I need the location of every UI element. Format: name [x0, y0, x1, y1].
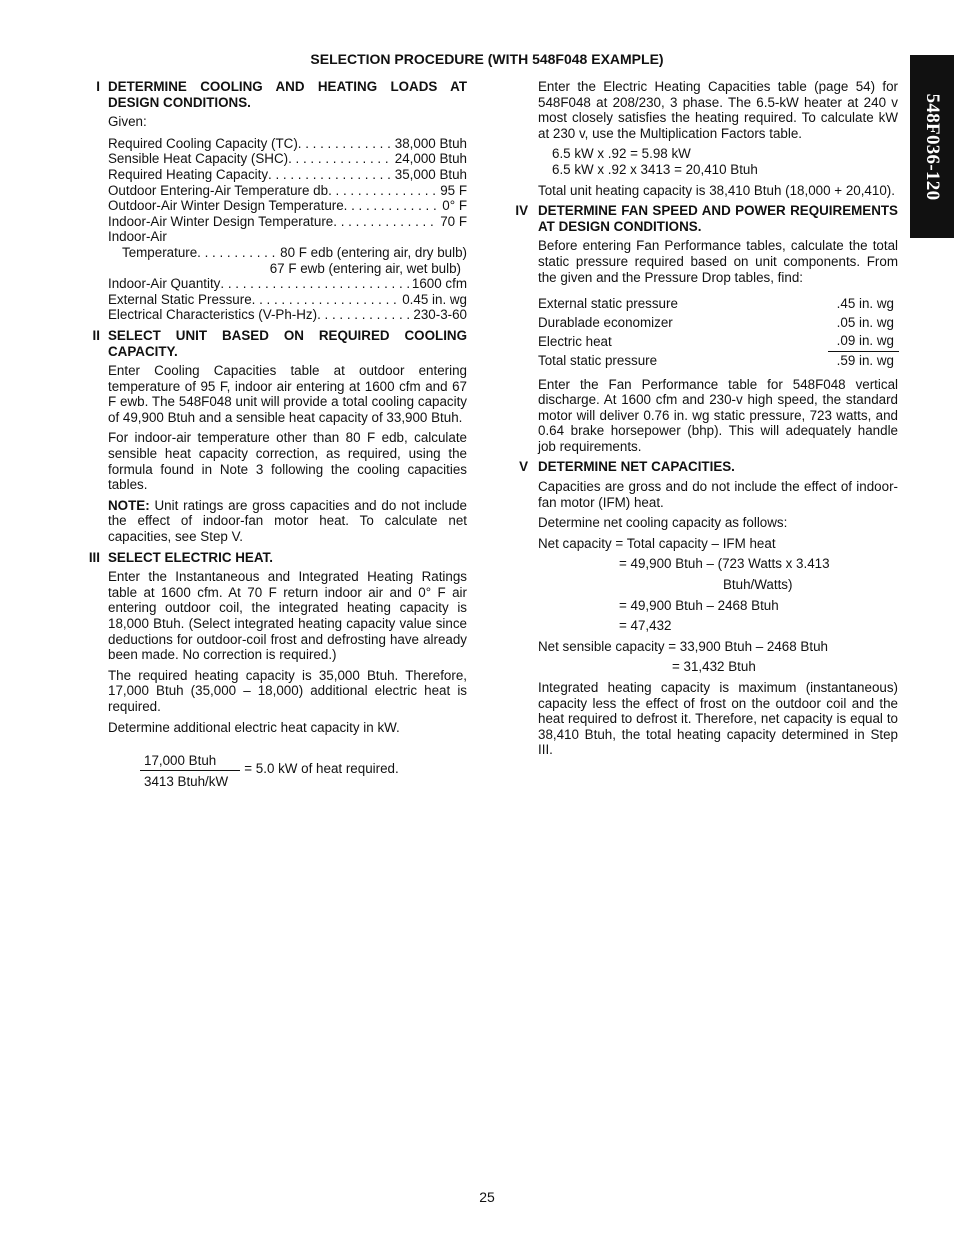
given-row: Indoor-Air Winter Design Temperature . . . 70 F [108, 214, 467, 230]
given-row: Required Cooling Capacity (TC) . . . 38,000 Btuh [108, 136, 467, 152]
given-row: Sensible Heat Capacity (SHC) . . . 24,000 Btuh [108, 151, 467, 167]
calc-line: = 49,900 Btuh – 2468 Btuh [619, 597, 779, 613]
section-number: IV [515, 203, 528, 219]
side-tab-label: 548F036-120 [921, 93, 943, 200]
page-number: 25 [479, 1189, 495, 1205]
section-number: I [96, 79, 100, 94]
equation-line: 6.5 kW x .92 = 5.98 kW [552, 146, 691, 162]
paragraph: Enter the Instantaneous and Integrated Heating Ratings table at 1600 cfm. At 70 F return indoor air and 0° F air entering outdoor coil, the integrated heating capacity is 18,000 Btuh. (Select integrated heating capacity value since deductions for outdoor-coil frost and defrosting have already been made. No correction is required.) [108, 569, 467, 663]
calc-line: Net sensible capacity = 33,900 Btuh – 2468 Btuh [538, 638, 828, 654]
paragraph: For indoor-air temperature other than 80 F edb, calculate sensible heat capacity correction, as required, using the formula found in Note 3 following the cooling capacities tables. [108, 430, 467, 493]
note-label: NOTE: [108, 497, 150, 513]
given-row: External Static Pressure . . . 0.45 in. wg [108, 292, 467, 308]
section-4 [514, 203, 898, 454]
calc-line: Btuh/Watts) [723, 577, 793, 593]
given-label: Given: [108, 114, 147, 130]
section-5 [514, 459, 898, 758]
right-column [514, 79, 898, 763]
paragraph: Enter Cooling Capacities table at outdoor entering temperature of 95 F, indoor air entering at 1600 cfm and 67 F ewb. The 548F048 unit will provide a total cooling capacity of 49,900 Btuh and a sensible heat capacity of 33,900 Btuh. [108, 363, 467, 425]
paragraph: Total unit heating capacity is 38,410 Btuh (18,000 + 20,410). [538, 182, 895, 198]
given-row: Indoor-Air Quantity . . . 1600 cfm [108, 276, 467, 292]
section-3 [80, 550, 467, 790]
static-pressure-table [538, 295, 899, 370]
given-row: Electrical Characteristics (V-Ph-Hz) . . . 230-3-60 [108, 307, 467, 323]
fraction-result: = 5.0 kW of heat required. [244, 761, 399, 777]
given-list [108, 136, 467, 323]
fraction-denominator: 3413 Btuh/kW [144, 773, 229, 789]
calc-line: = 31,432 Btuh [672, 659, 756, 675]
note-paragraph [108, 498, 467, 545]
paragraph: Integrated heating capacity is maximum (instantaneous) capacity less the effect of frost on the outdoor coil and the heat required to defrost it. Therefore, net capacity is equal to 38,410 Btuh, the total heating capacity determined in Step III. [538, 680, 898, 758]
paragraph: Capacities are gross and do not include the effect of indoor-fan motor (IFM) heat. [538, 479, 898, 510]
paragraph: Enter the Electric Heating Capacities table (page 54) for 548F048 at 208/230, 3 phase. The 6.5-kW heater at 240 v most closely satisfies the heating required. To calculate kW at 230 v, use the Multiplication Factors table. [538, 79, 898, 141]
section-number: II [92, 327, 100, 343]
calc-line: Net capacity = Total capacity – IFM heat [538, 535, 776, 551]
table-row-total: Total static pressure .59 in. wg [538, 352, 894, 368]
table-row: External static pressure .45 in. wg [538, 296, 894, 312]
given-row: Required Heating Capacity . . . 35,000 Btuh [108, 167, 467, 183]
temperature-wet-bulb: 67 F ewb (entering air, wet bulb) [269, 260, 461, 276]
given-row: Outdoor-Air Winter Design Temperature . . . 0° F [108, 198, 467, 214]
section-number: III [88, 549, 100, 565]
fraction-numerator: 17,000 Btuh [140, 753, 240, 771]
given-row: Outdoor Entering-Air Temperature db . . . 95 F [108, 183, 467, 199]
section-side-tab [910, 55, 954, 238]
calc-line: = 49,900 Btuh – (723 Watts x 3.413 [619, 556, 830, 572]
paragraph: The required heating capacity is 35,000 Btuh. Therefore, 17,000 Btuh (35,000 – 18,000) additional electric heat is required. [108, 667, 467, 714]
section-3-continued [514, 79, 898, 198]
section-heading: DETERMINE COOLING AND HEATING LOADS AT DESIGN CONDITIONS. [108, 79, 467, 110]
page-title: SELECTION PROCEDURE (WITH 548F048 EXAMPLE) [310, 51, 664, 67]
section-heading: DETERMINE NET CAPACITIES. [538, 459, 735, 475]
note-text: Unit ratings are gross capacities and do not include the effect of indoor-fan motor heat. To calculate net capacities, see Step V. [108, 497, 467, 545]
paragraph: Determine additional electric heat capacity in kW. [108, 719, 400, 735]
paragraph: Enter the Fan Performance table for 548F048 vertical discharge. At 1600 cfm and 230-v high speed, the standard motor will deliver 0.76 in. wg static pressure, 723 watts, and 0.64 brake horsepower (bhp). This will adequately handle job requirements. [538, 376, 898, 454]
paragraph: Before entering Fan Performance tables, calculate the total static pressure required based on unit components. From the given and the Pressure Drop tables, find: [538, 238, 898, 285]
table-row: Durablade economizer .05 in. wg [538, 314, 894, 330]
section-heading: SELECT ELECTRIC HEAT. [108, 549, 273, 565]
paragraph: Determine net cooling capacity as follows: [538, 515, 788, 531]
section-1 [80, 79, 467, 323]
table-row: Electric heat .09 in. wg [538, 332, 899, 351]
calc-line: = 47,432 [619, 618, 672, 634]
equation-line: 6.5 kW x .92 x 3413 = 20,410 Btuh [552, 161, 758, 177]
given-row: Temperature . . . 80 F edb (entering air, dry bulb) [108, 245, 467, 261]
section-2 [80, 328, 467, 545]
left-column [80, 79, 467, 789]
indoor-air-label: Indoor-Air [108, 229, 167, 245]
section-number: V [519, 459, 528, 475]
section-heading: SELECT UNIT BASED ON REQUIRED COOLING CAPACITY. [108, 327, 467, 359]
section-heading: DETERMINE FAN SPEED AND POWER REQUIREMENTS AT DESIGN CONDITIONS. [538, 203, 898, 234]
electric-heat-fraction [140, 753, 467, 789]
